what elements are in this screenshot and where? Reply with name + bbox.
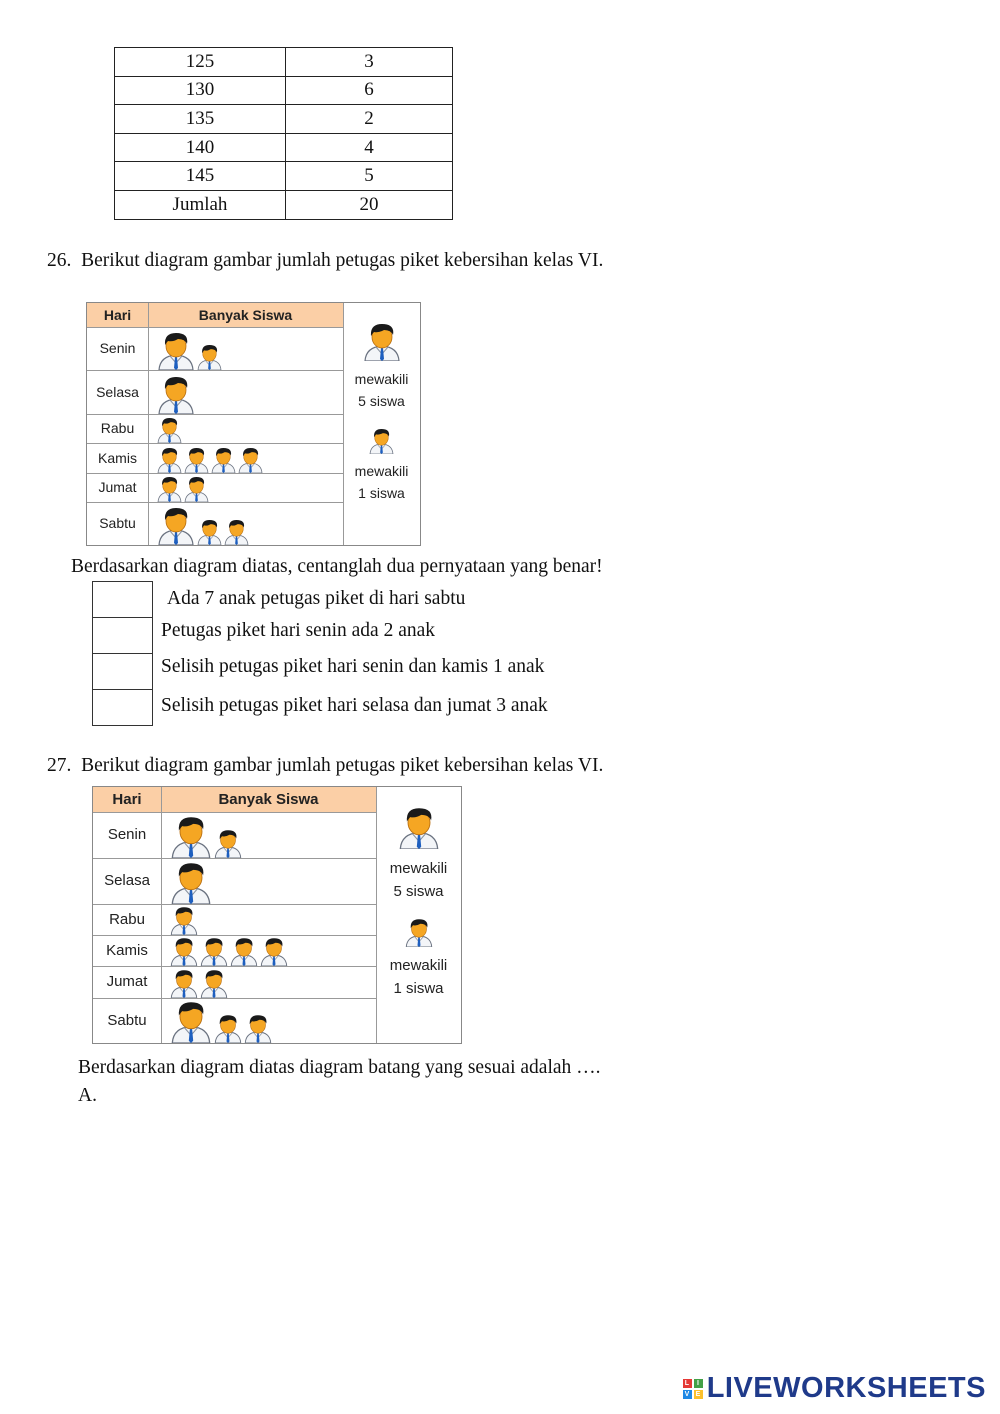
grid-line: [376, 787, 377, 1043]
option-checkbox-1[interactable]: [92, 581, 153, 619]
pictograph-q26: [86, 302, 421, 546]
liveworksheets-brand: [683, 1372, 986, 1405]
table-row: [115, 105, 453, 134]
legend-big-line2: 5 siswa: [358, 392, 405, 409]
day-label: Senin: [107, 826, 147, 843]
grid-line: [343, 303, 344, 545]
legend-big-line1: mewakili: [389, 860, 448, 877]
table-cell-value: Jumlah: [115, 190, 286, 219]
day-label: Rabu: [100, 420, 135, 436]
day-label: Senin: [99, 340, 136, 356]
icon-row: [156, 443, 264, 473]
person-5-students-icon: [156, 330, 196, 370]
grid-line: [161, 787, 162, 1043]
person-1-student-icon: [199, 936, 229, 966]
option-label-4: Selisih petugas piket hari selasa dan jumat 3 anak: [161, 695, 548, 716]
legend-big-text: [376, 857, 461, 904]
legend-person-5-icon: [397, 805, 441, 849]
table-row: [115, 162, 453, 191]
table-row: [115, 48, 453, 77]
person-1-student-icon: [156, 446, 183, 473]
day-label: Selasa: [104, 872, 150, 889]
day-label: Jumat: [98, 479, 137, 495]
table-cell-frequency: 2: [286, 105, 453, 134]
person-1-student-icon: [259, 936, 289, 966]
option-checkbox-3[interactable]: [92, 653, 153, 691]
person-1-student-icon: [169, 968, 199, 998]
legend-person-1-icon: [404, 917, 434, 947]
icon-row: [156, 502, 250, 545]
person-1-student-icon: [213, 1013, 243, 1043]
legend-big-line1: mewakili: [354, 371, 409, 387]
table-cell-frequency: 5: [286, 162, 453, 191]
question-27: [47, 755, 603, 777]
legend-small-line1: mewakili: [389, 957, 448, 974]
day-label: Rabu: [109, 911, 145, 928]
icon-row: [169, 935, 289, 966]
question-26-number: 26.: [47, 250, 72, 271]
option-checkbox-4[interactable]: [92, 689, 153, 726]
person-1-student-icon: [210, 446, 237, 473]
legend-big-text: [343, 369, 420, 412]
pictograph-header-day: Hari: [87, 303, 148, 328]
person-1-student-icon: [169, 905, 199, 935]
day-label: Sabtu: [99, 515, 136, 531]
pictograph-header-count: Banyak Siswa: [148, 303, 343, 328]
person-1-student-icon: [196, 343, 223, 370]
table-cell-value: 125: [115, 48, 286, 77]
question-26-text: Berikut diagram gambar jumlah petugas piket kebersihan kelas VI.: [81, 250, 604, 271]
icon-row: [156, 327, 223, 370]
person-5-students-icon: [169, 814, 213, 858]
person-1-student-icon: [199, 968, 229, 998]
icon-row: [156, 370, 196, 414]
grid-line: [148, 303, 149, 545]
question-26: [47, 250, 603, 272]
legend-small-line2: 1 siswa: [393, 980, 444, 998]
option-label-2: Petugas piket hari senin ada 2 anak: [161, 620, 435, 641]
person-5-students-icon: [156, 505, 196, 545]
person-1-student-icon: [213, 828, 243, 858]
icon-row: [169, 966, 229, 998]
table-row: [115, 190, 453, 219]
day-label: Selasa: [96, 384, 139, 400]
person-1-student-icon: [243, 1013, 273, 1043]
person-1-student-icon: [156, 475, 183, 502]
option-checkbox-2[interactable]: [92, 617, 153, 655]
legend-person-1-icon: [368, 427, 395, 454]
day-label: Kamis: [98, 450, 137, 466]
table-cell-value: 140: [115, 133, 286, 162]
person-1-student-icon: [237, 446, 264, 473]
icon-row: [169, 858, 213, 904]
icon-row: [169, 904, 199, 935]
question-27-number: 27.: [47, 755, 72, 776]
icon-row: [156, 414, 183, 443]
table-row: [115, 133, 453, 162]
day-label: Sabtu: [107, 1012, 147, 1029]
table-cell-value: 130: [115, 76, 286, 105]
question-27-instruction: Berdasarkan diagram diatas diagram batang yang sesuai adalah ….: [78, 1057, 601, 1078]
option-label-1: Ada 7 anak petugas piket di hari sabtu: [167, 588, 466, 609]
question-27-text: Berikut diagram gambar jumlah petugas piket kebersihan kelas VI.: [81, 755, 604, 776]
pictograph-header-day: Hari: [93, 787, 161, 813]
person-1-student-icon: [229, 936, 259, 966]
legend-small-text: [376, 954, 461, 1001]
frequency-table: [114, 47, 453, 220]
day-label: Kamis: [106, 942, 148, 959]
person-1-student-icon: [169, 936, 199, 966]
pictograph-header-count: Banyak Siswa: [161, 787, 376, 813]
answer-option-a[interactable]: A.: [78, 1085, 97, 1106]
brand-name: LIVEWORKSHEETS: [706, 1372, 986, 1404]
icon-row: [169, 998, 273, 1043]
person-5-students-icon: [169, 860, 213, 904]
person-1-student-icon: [196, 518, 223, 545]
legend-small-text: [343, 461, 420, 504]
legend-person-5-icon: [362, 321, 402, 361]
table-row: [115, 76, 453, 105]
icon-row: [169, 812, 243, 858]
table-cell-value: 135: [115, 105, 286, 134]
person-5-students-icon: [169, 999, 213, 1043]
icon-row: [156, 473, 210, 502]
person-1-student-icon: [183, 475, 210, 502]
question-26-instruction: Berdasarkan diagram diatas, centanglah dua pernyataan yang benar!: [71, 556, 603, 577]
person-1-student-icon: [223, 518, 250, 545]
table-cell-frequency: 6: [286, 76, 453, 105]
person-5-students-icon: [156, 374, 196, 414]
table-cell-frequency: 3: [286, 48, 453, 77]
person-1-student-icon: [183, 446, 210, 473]
table-cell-frequency: 20: [286, 190, 453, 219]
table-cell-value: 145: [115, 162, 286, 191]
option-label-3: Selisih petugas piket hari senin dan kamis 1 anak: [161, 656, 545, 677]
liveworksheets-logo-icon: L I V E: [684, 1379, 701, 1398]
legend-big-line2: 5 siswa: [393, 883, 444, 901]
pictograph-q27: [92, 786, 462, 1044]
legend-small-line2: 1 siswa: [358, 484, 405, 501]
person-1-student-icon: [156, 416, 183, 443]
legend-small-line1: mewakili: [354, 463, 409, 479]
table-cell-frequency: 4: [286, 133, 453, 162]
day-label: Jumat: [106, 973, 148, 990]
